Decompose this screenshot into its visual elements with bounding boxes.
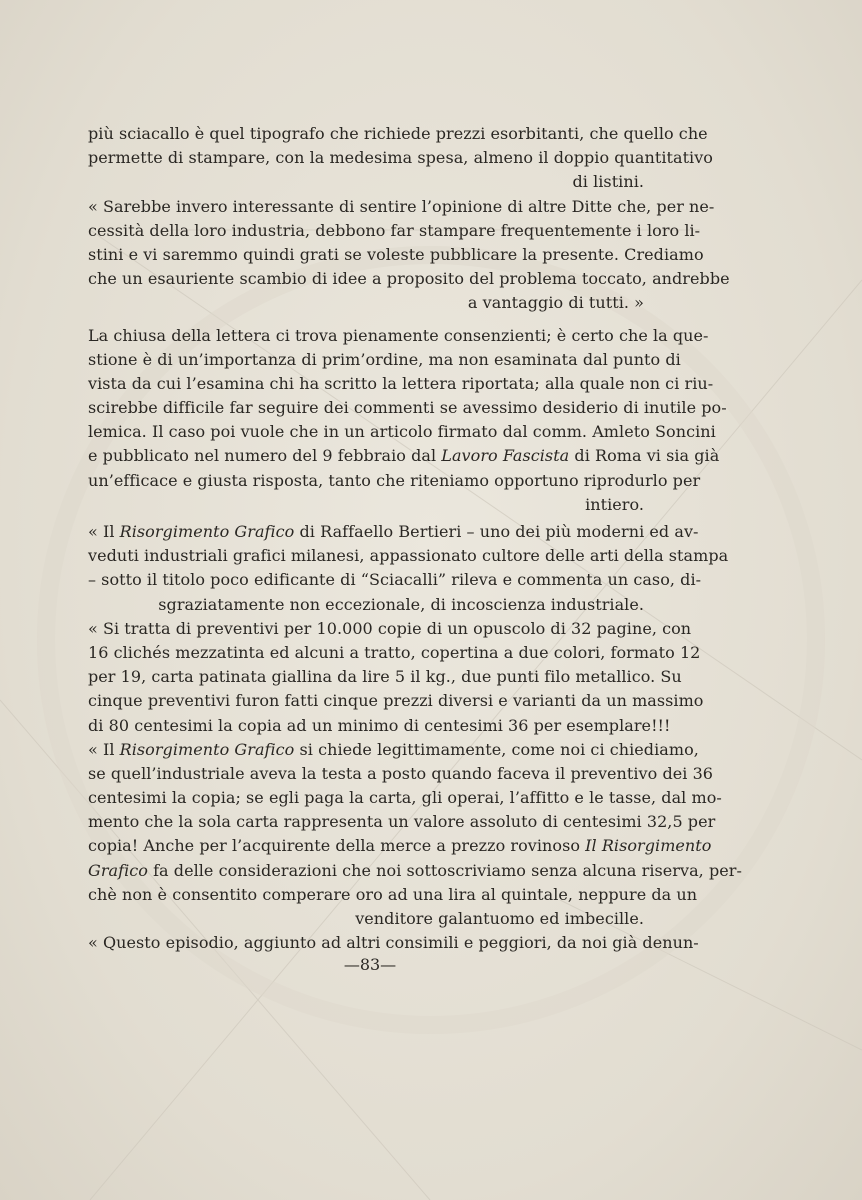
text-line	[88, 544, 729, 568]
text-line	[88, 219, 701, 243]
text-segment: « Il	[88, 522, 120, 541]
text-line	[88, 243, 704, 267]
text-line	[88, 348, 681, 372]
text-segment: e pubblicato nel numero del 9 febbraio dal	[88, 446, 442, 466]
text-line	[88, 810, 716, 834]
text-line	[88, 689, 704, 713]
italic-title: Risorgimento Grafico	[119, 522, 295, 541]
text-segment: copia! Anche per l’acquirente della merce a prezzo rovinoso	[88, 836, 586, 856]
text-line	[88, 931, 699, 955]
text-segment: cessità della loro industria, debbono far stampare frequentemente i loro li-	[88, 220, 701, 240]
italic-title: Risorgimento Grafico	[119, 739, 295, 759]
text-line	[88, 146, 713, 170]
text-segment: « Sarebbe invero interessante di sentire l’opinione di altre Ditte che, per ne-	[88, 196, 715, 216]
text-line	[88, 883, 698, 907]
text-segment: « Il	[88, 739, 120, 759]
text-segment: venditore galantuomo ed imbecille.	[355, 909, 644, 928]
text-line	[88, 568, 702, 592]
text-line	[88, 122, 708, 146]
text-segment: di Roma vi sia già	[569, 446, 720, 466]
text-segment: mento che la sola carta rappresenta un valore assoluto di centesimi 32,5 per	[88, 812, 716, 832]
text-segment: « Si tratta di preventivi per 10.000 copie di un opuscolo di 32 pagine, con	[88, 618, 692, 638]
text-segment: chè non è consentito comperare oro ad una lira al quintale, neppure da un	[88, 884, 698, 904]
text-segment: – sotto il titolo poco edificante di “Sciacalli” rileva e commenta un caso, di-	[88, 570, 702, 590]
text-line	[88, 195, 715, 219]
text-line	[88, 617, 692, 641]
text-line	[88, 907, 644, 931]
text-segment: intiero.	[585, 494, 644, 514]
text-line	[88, 834, 712, 858]
text-segment: più sciacallo è quel tipografo che richiede prezzi esorbitanti, che quello che	[88, 124, 708, 143]
text-line	[88, 762, 714, 786]
text-segment: per 19, carta patinata giallina da lire 5 il kg., due punti filo metallico. Su	[88, 667, 682, 687]
page-number: —83—	[343, 955, 397, 974]
text-line	[88, 420, 716, 444]
text-line	[88, 493, 644, 517]
text-line	[88, 520, 699, 544]
text-segment: « Questo episodio, aggiunto ad altri consimili e peggiori, da noi già denun-	[88, 933, 699, 953]
body-text	[88, 122, 742, 955]
text-segment: sgraziatamente non eccezionale, di incoscienza industriale.	[158, 594, 644, 614]
text-line	[88, 396, 727, 420]
text-segment: che un esauriente scambio di idee a proposito del problema toccato, andrebbe	[88, 269, 730, 289]
text-line	[88, 738, 699, 762]
text-line	[88, 291, 644, 315]
text-line	[88, 170, 644, 194]
text-line	[88, 444, 720, 468]
text-segment: 16 clichés mezzatinta ed alcuni a tratto, copertina a due colori, formato 12	[88, 642, 701, 662]
text-line	[88, 267, 730, 291]
text-line	[88, 786, 722, 810]
text-line	[88, 372, 714, 396]
text-segment: se quell’industriale aveva la testa a posto quando faceva il preventivo dei 36	[88, 763, 714, 783]
text-segment: centesimi la copia; se egli paga la carta, gli operai, l’affitto e le tasse, dal mo-	[88, 788, 722, 808]
text-segment: veduti industriali grafici milanesi, appassionato cultore delle arti della stampa	[88, 546, 729, 566]
text-segment: si chiede legittimamente, come noi ci chiediamo,	[294, 739, 699, 759]
text-segment: cinque preventivi furon fatti cinque prezzi diversi e varianti da un massimo	[88, 691, 704, 711]
text-segment: permette di stampare, con la medesima spesa, almeno il doppio quantitativo	[88, 148, 713, 168]
text-segment: un’efficace e giusta risposta, tanto che riteniamo opportuno riprodurlo per	[88, 470, 701, 490]
text-line	[88, 324, 709, 348]
text-segment: a vantaggio di tutti. »	[467, 293, 644, 313]
italic-title: Lavoro Fascista	[441, 446, 570, 466]
text-line	[88, 714, 671, 738]
text-segment: di listini.	[572, 172, 644, 192]
text-segment: stini e vi saremmo quindi grati se voleste pubblicare la presente. Crediamo	[88, 244, 704, 264]
text-segment: vista da cui l’esamina chi ha scritto la lettera riportata; alla quale non ci riu-	[88, 373, 714, 393]
text-segment: fa delle considerazioni che noi sottoscriviamo senza alcuna riserva, per-	[147, 860, 742, 880]
text-segment: scirebbe difficile far seguire dei commenti se avessimo desiderio di inutile po-	[88, 398, 727, 418]
italic-title: Grafico	[88, 860, 148, 880]
text-segment: La chiusa della lettera ci trova pienamente consenzienti; è certo che la que-	[88, 325, 709, 345]
text-line	[88, 859, 742, 883]
text-segment: lemica. Il caso poi vuole che in un articolo firmato dal comm. Amleto Soncini	[88, 422, 716, 442]
text-segment: stione è di un’importanza di prim’ordine, ma non esaminata dal punto di	[88, 349, 681, 369]
text-segment: di 80 centesimi la copia ad un minimo di centesimi 36 per esemplare!!!	[88, 715, 671, 735]
text-line	[88, 641, 701, 665]
text-segment: di Raffaello Bertieri – uno dei più moderni ed av-	[294, 522, 699, 541]
italic-title: Il Risorgimento	[585, 836, 712, 856]
text-line	[88, 665, 682, 689]
text-line	[88, 469, 701, 493]
text-line	[88, 593, 644, 617]
